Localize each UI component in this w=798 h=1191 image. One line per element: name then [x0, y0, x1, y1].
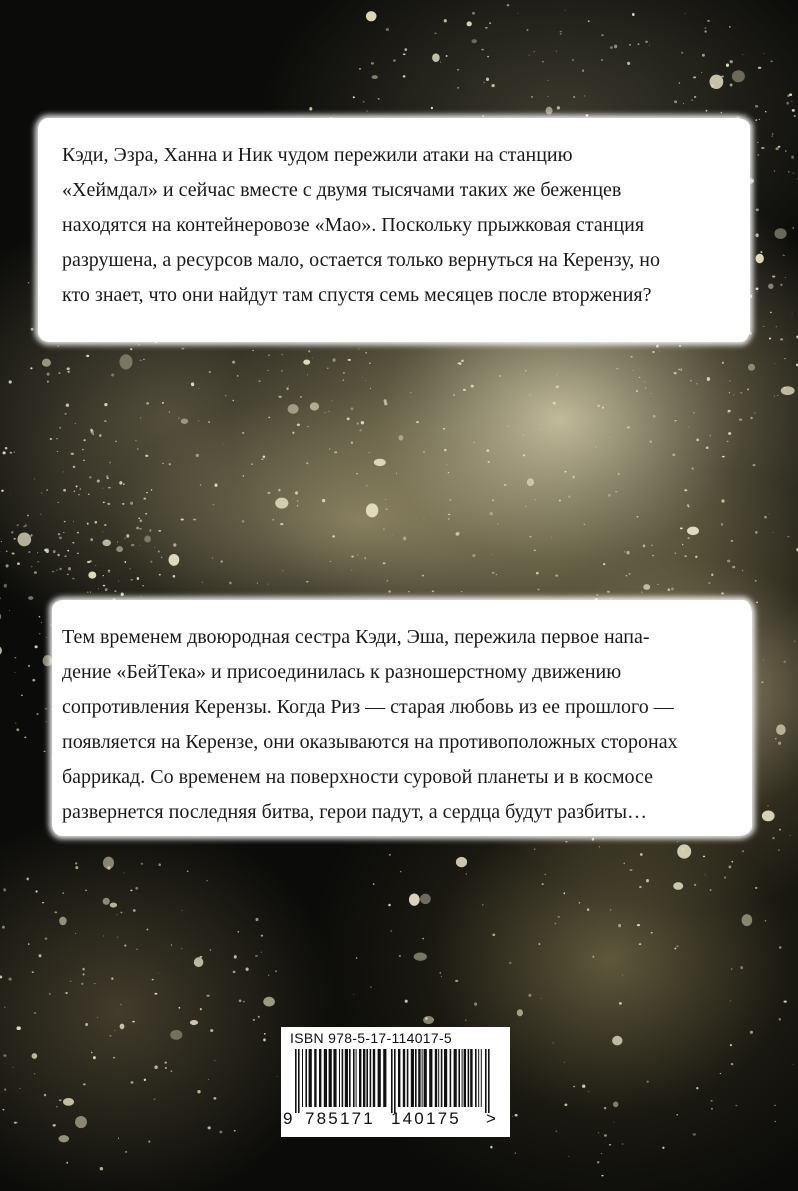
blurb-bottom-line: Тем временем двоюродная сестра Кэди, Эша, пережила первое напа-: [62, 626, 650, 648]
blurb-bottom-line: появляется на Керензе, они оказываются на противоположных сторонах: [62, 731, 678, 753]
blurb-top-line: Кэди, Эзра, Ханна и Ник чудом пережили атаки на станцию: [62, 144, 573, 166]
isbn-number: ISBN 978-5-17-114017-5: [290, 1030, 452, 1046]
ean-left-digits: 785171: [305, 1109, 375, 1128]
blurb-top-line: находятся на контейнеровозе «Мао». Поскольку прыжковая станция: [62, 214, 645, 236]
blurb-bottom-line: баррикад. Со временем на поверхности суровой планеты и в космосе: [62, 766, 653, 788]
blurb-top-line: кто знает, что они найдут там спустя семь месяцев после вторжения?: [62, 284, 652, 306]
blurb-bottom-line: дение «БейТека» и присоединилась к разношерстному движению: [62, 661, 622, 683]
blurb-top-line: «Хеймдал» и сейчас вместе с двумя тысячами таких же беженцев: [62, 179, 622, 201]
blurb-top-line: разрушена, а ресурсов мало, остается только вернуться на Керензу, но: [62, 249, 660, 271]
blurb-top-text: [62, 138, 660, 313]
isbn-barcode: [281, 1027, 510, 1137]
ean-right-digits: 140175: [391, 1109, 461, 1128]
blurb-bottom-line: развернется последняя битва, герои падут, а сердца будут разбиты…: [62, 801, 648, 823]
blurb-bottom-text: [62, 620, 678, 830]
blurb-bottom-line: сопротивления Керензы. Когда Риз — старая любовь из ее прошлого —: [62, 696, 674, 718]
ean-quiet-zone-arrow: >: [486, 1109, 496, 1128]
ean-first-digit: 9: [283, 1109, 295, 1128]
